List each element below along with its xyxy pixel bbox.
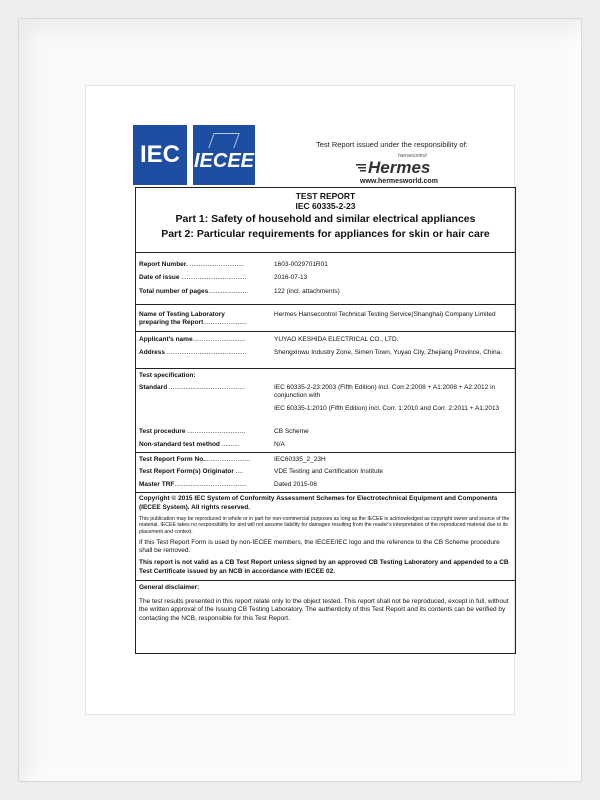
test-spec-label: Test specification: [139, 372, 196, 379]
iecee-logo [193, 125, 255, 185]
divider [135, 580, 516, 581]
report-title-block [135, 188, 516, 242]
brand-url: www.hermesworld.com [360, 178, 438, 185]
report-title: TEST REPORT [295, 191, 356, 201]
brand-subtitle: hansecontrol [398, 153, 427, 159]
total-pages-value: 122 (incl. attachments) [274, 288, 340, 295]
divider [135, 368, 516, 369]
master-trf-label: Master TRF........................................ [139, 481, 247, 488]
date-of-issue-label: Date of issue .................................... [139, 274, 247, 281]
iecee-logo-text: IECEE [193, 150, 255, 172]
report-part1: Part 1: Safety of household and similar electrical appliances [175, 213, 476, 225]
lab-name-label: Name of Testing Laboratory [139, 311, 225, 318]
divider [135, 452, 516, 453]
applicant-label: Applicant's name............................. [139, 336, 245, 343]
standard-value-a: IEC 60335-2-23:2003 (Fifth Edition) incl. Corr.2:2008 + A1:2008 + A2:2012 in conjunction with [274, 384, 496, 399]
standard-label: Standard .......................................... [139, 384, 245, 391]
copyright-terms: This publication may be reproduced in whole or in part for non-commercial purposes as long as the IECEE is acknowledged as copyright owner and source of the material. IECEE takes no responsibility for and will not assume liability for damages resulting from the reader's interpretation of the reproduced material due to its placement and context. [139, 516, 510, 535]
non-standard-value: N/A [274, 441, 285, 448]
non-iecee-notice: If this Test Report Form is used by non-IECEE members, the IECEE/IEC logo and the reference to the CB Scheme procedure shall be removed. [139, 539, 500, 555]
disclaimer-heading: General disclaimer: [139, 584, 200, 591]
trf-no-label: Test Report Form No.......................... [139, 456, 251, 463]
master-trf-value: Dated 2015-06 [274, 481, 318, 488]
applicant-value: YUYAO KESHIDA ELECTRICAL CO., LTD. [274, 336, 399, 343]
test-procedure-label: Test procedure ................................ [139, 428, 246, 435]
iec-logo [133, 125, 187, 185]
report-part2: Part 2: Particular requirements for appliances for skin or hair care [161, 228, 490, 240]
lab-preparing-label: preparing the Report........................ [139, 319, 247, 326]
trf-originator-value: VDE Testing and Certification Institute [274, 468, 383, 475]
divider [135, 492, 516, 493]
trf-originator-label: Test Report Form(s) Originator .... [139, 468, 243, 475]
hermes-wing-icon [356, 163, 366, 173]
test-procedure-value: CB Scheme [274, 428, 309, 435]
address-label: Address ............................................ [139, 349, 247, 356]
iec-logo-text: IEC [139, 141, 180, 168]
disclaimer-text: The test results presented in this report relate only to the object tested. This report shall not be reproduced, except in full, without the written approval of the Issuing CB Testing Laboratory. The authenticity of this Test Report and its contents can be verified by contacting the NCB, responsible for this Test Report. [139, 598, 509, 622]
divider [135, 252, 516, 253]
iecee-cube-icon [208, 133, 239, 148]
divider [135, 331, 516, 332]
hermes-logo: Hermes [368, 158, 431, 177]
address-value: Shengxinwu Industry Zone, Simen Town, Yuyao City, Zhejiang Province, China. [274, 349, 502, 356]
divider [135, 304, 516, 305]
report-standard: IEC 60335-2-23 [295, 201, 356, 211]
issued-by-text: Test Report issued under the responsibility of: [316, 140, 468, 149]
report-number-label: Report Number. .............................. [139, 261, 244, 268]
standard-value-b: IEC 60335-1:2010 (Fifth Edition) incl. Corr. 1:2010 and Corr. 2:2011 + A1:2013 [274, 405, 500, 412]
validity-notice: This report is not valid as a CB Test Report unless signed by an approved CB Testing Laboratory and appended to a CB Test Certificate issued by an NCB in accordance with IECEE 02. [139, 559, 509, 575]
non-standard-label: Non-standard test method .......... [139, 441, 240, 448]
trf-no-value: IEC60335_2_23H [274, 456, 326, 463]
date-of-issue-value: 2016-07-13 [274, 274, 308, 281]
total-pages-label: Total number of pages...................... [139, 288, 248, 295]
copyright-notice: Copyright © 2015 IEC System of Conformity Assessment Schemes for Electrotechnical Equipment and Components (IECEE System). All rights reserved. [139, 495, 498, 511]
lab-name-value: Hermes Hansecontrol Technical Testing Service(Shanghai) Company Limited [274, 311, 496, 318]
report-number-value: 1603-0029701R01 [274, 261, 328, 268]
